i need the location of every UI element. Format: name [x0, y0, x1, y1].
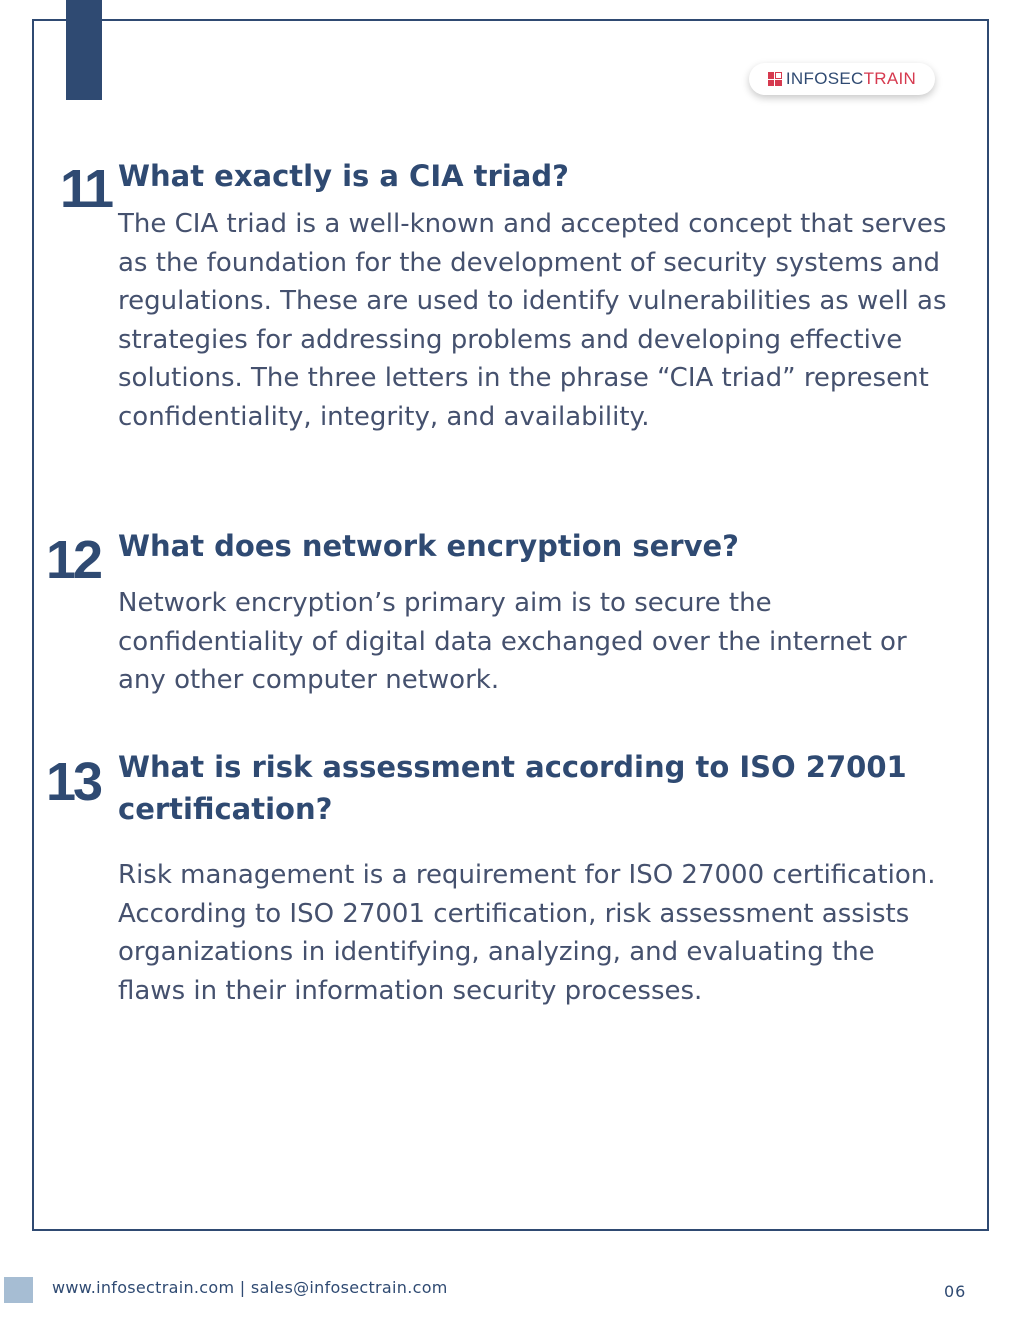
- top-accent-bar: [66, 0, 102, 100]
- question-number-13: 13: [46, 752, 101, 812]
- question-answer-13: Risk management is a requirement for ISO 27000 certification. According to ISO 27001 certification, risk assessment assists organizations in identifying, analyzing, and evaluating the flaws in their information security processes.: [118, 860, 936, 1006]
- footer-contact: www.infosectrain.com | sales@infosectrain.com: [52, 1278, 448, 1297]
- logo-text-infosec: INFOSEC: [785, 69, 864, 88]
- question-title-11: What exactly is a CIA triad?: [118, 159, 569, 193]
- question-title-13: What is risk assessment according to ISO 27001 certification?: [118, 750, 907, 826]
- page-number: 06: [944, 1282, 967, 1301]
- footer-accent-square: [4, 1277, 33, 1303]
- question-number-12: 12: [46, 530, 101, 590]
- question-answer-12: Network encryption’s primary aim is to secure the confidentiality of digital data exchanged over the internet or any other computer network.: [118, 588, 907, 695]
- question-number-11: 11: [60, 159, 112, 219]
- logo-mark-icon: [768, 72, 782, 86]
- question-answer-11: The CIA triad is a well-known and accepted concept that serves as the foundation for the development of security systems and regulations. These are used to identify vulnerabilities as well as strategies for addressing problems and developing effective solutions. The three letters in the phrase “CIA triad” represent confidentiality, integrity, and availability.: [118, 209, 947, 432]
- question-title-12: What does network encryption serve?: [118, 529, 740, 563]
- logo-text-train: TRAIN: [863, 69, 917, 88]
- infosectrain-logo: [749, 63, 935, 95]
